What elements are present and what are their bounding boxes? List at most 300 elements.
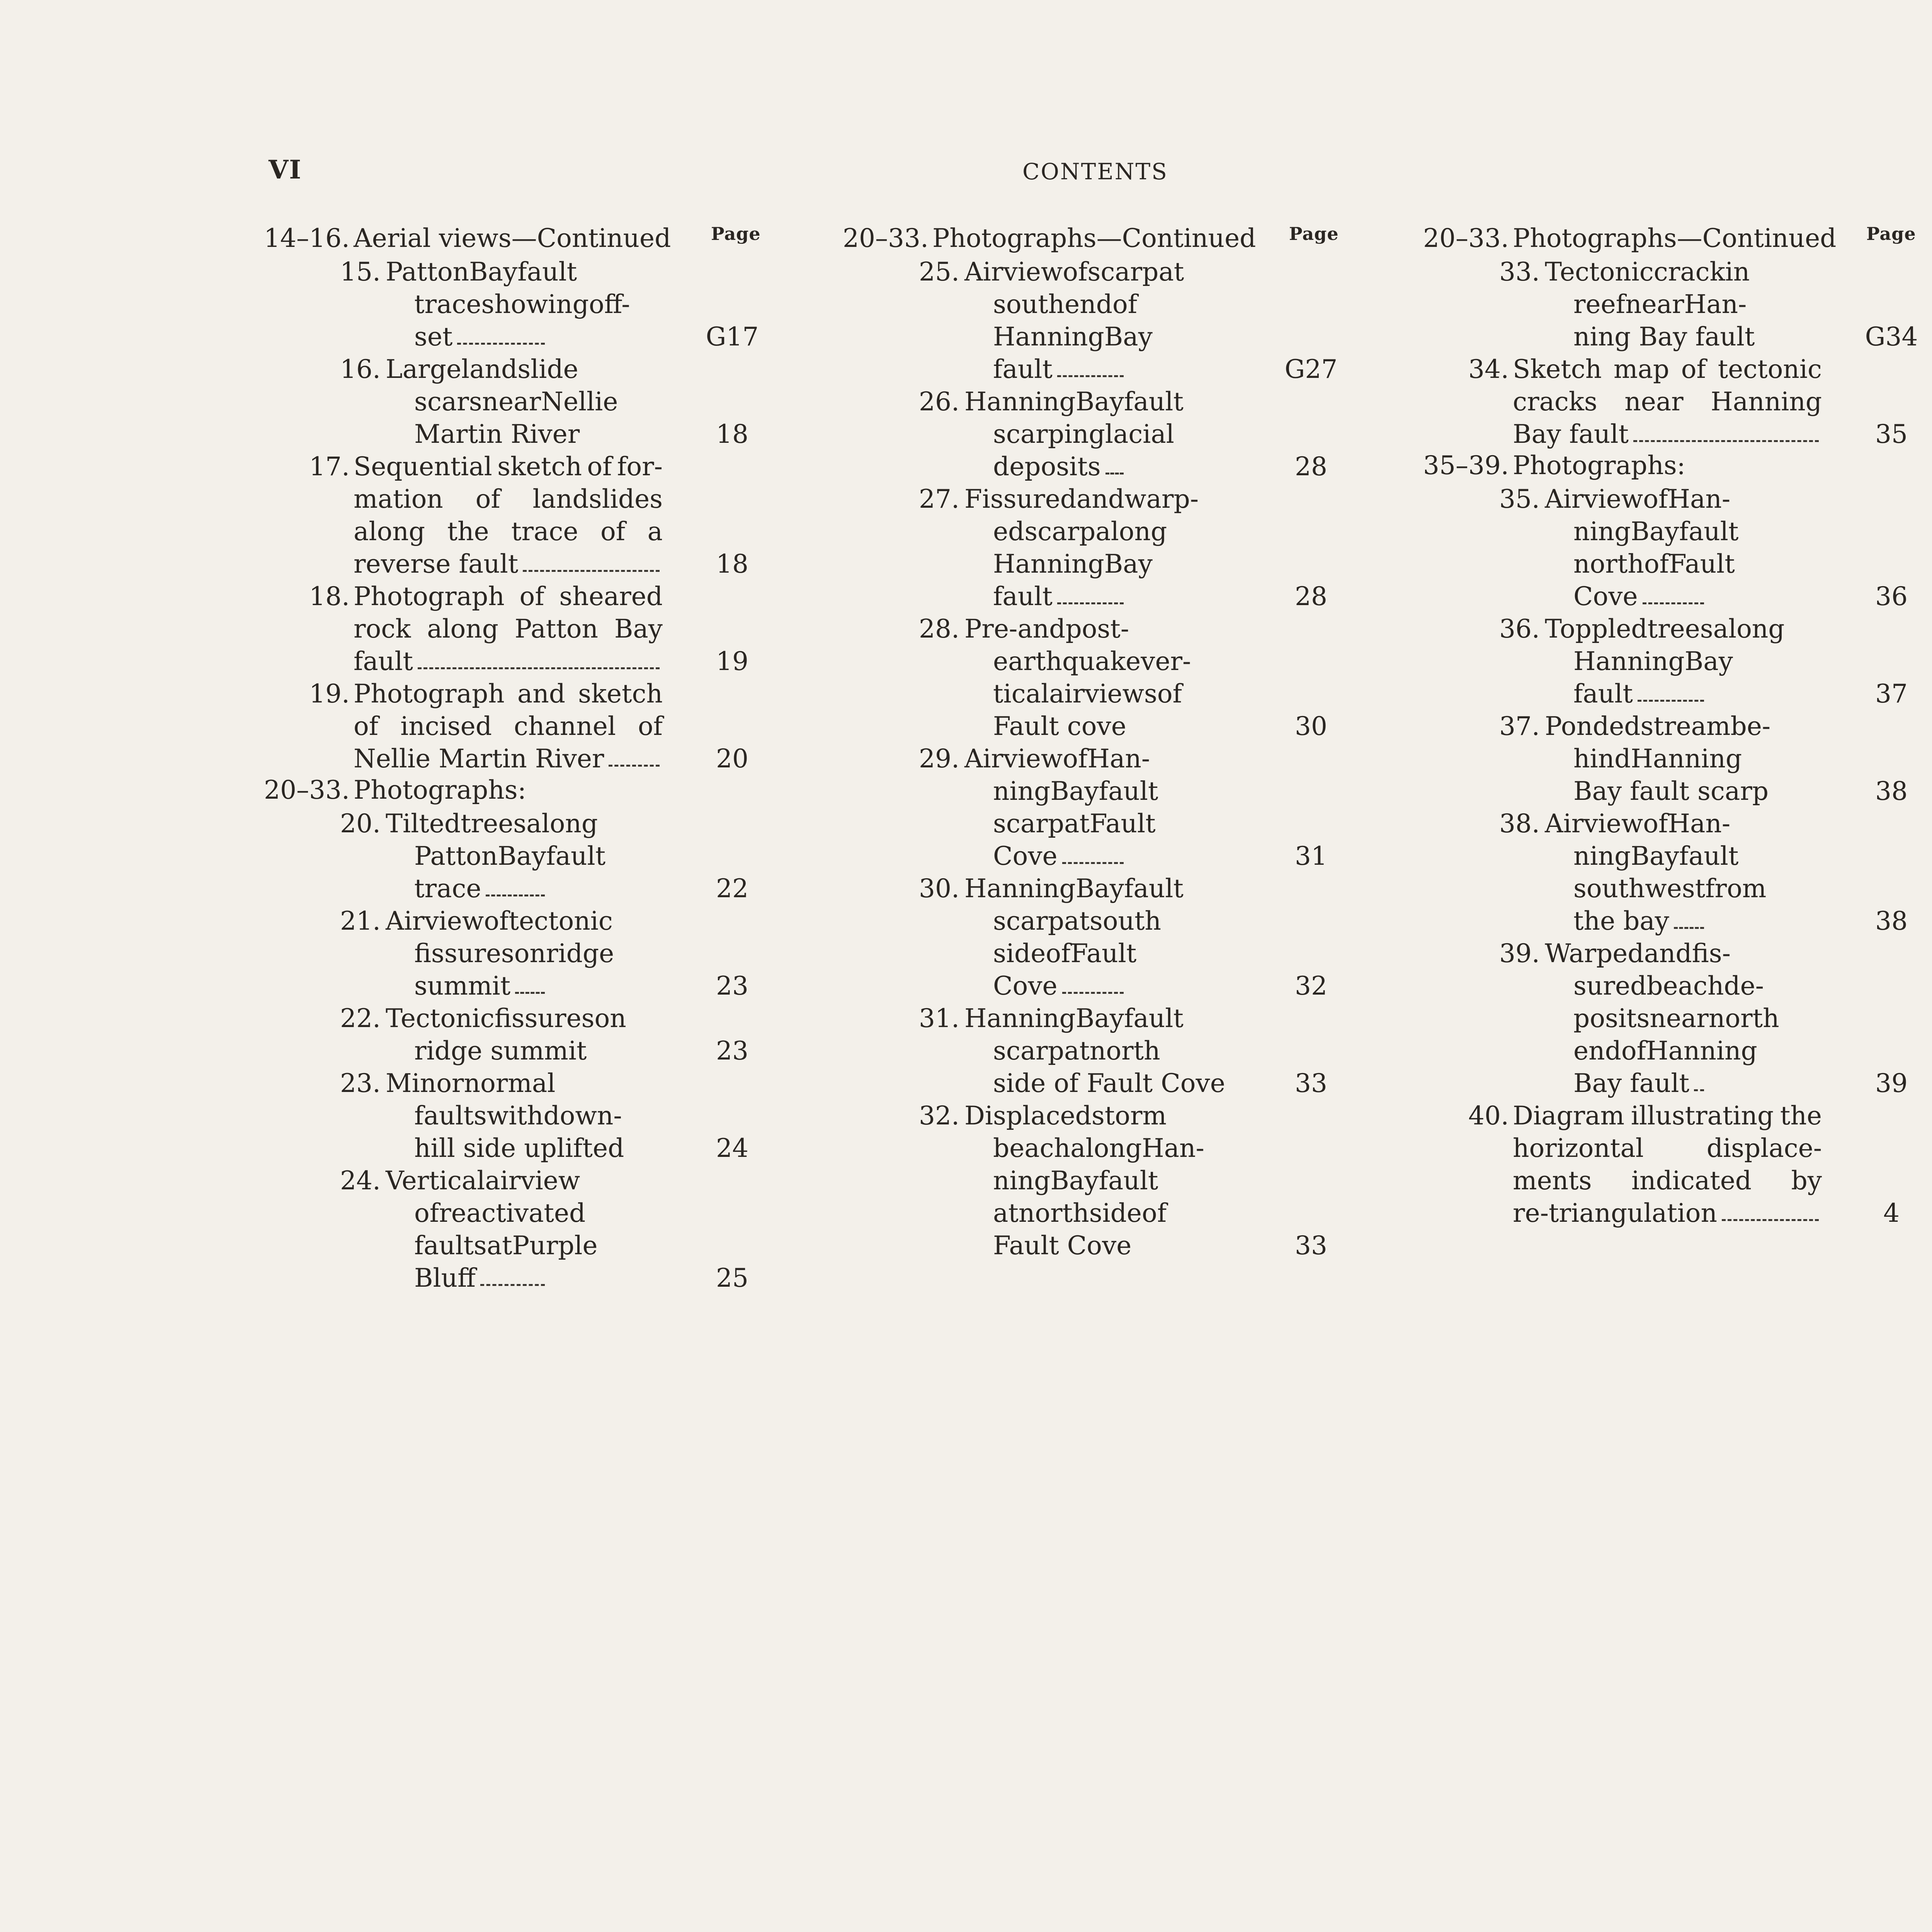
entry-text: ridge summit (414, 1036, 587, 1066)
entry-line (993, 418, 1174, 451)
toc-entry (255, 1002, 804, 1067)
entry-line (993, 288, 1138, 321)
word: Tectonic (386, 1003, 495, 1033)
figure-number: 40. (1468, 1101, 1509, 1131)
word: ver- (1141, 646, 1191, 676)
entry-line (414, 1035, 587, 1067)
word: fault (1124, 387, 1184, 417)
word: trace (414, 289, 481, 319)
word: Tectonic (1545, 257, 1654, 287)
word: Air (964, 744, 1003, 774)
word: a (647, 517, 663, 546)
entry-text: ning Bay fault (1573, 322, 1755, 352)
entry-line (1513, 1197, 1822, 1230)
toc-entry (834, 1100, 1383, 1262)
page-ref: G17 (706, 322, 759, 352)
page-column-label: Page (1289, 223, 1339, 244)
word: view (424, 906, 484, 936)
figure-number: 18. (309, 582, 350, 611)
entry-line (964, 1002, 1184, 1035)
word: tectonic (509, 906, 613, 936)
word: Hanning (964, 1003, 1076, 1033)
toc-entry (1414, 353, 1932, 451)
entry-text: hill side uplifted (414, 1133, 624, 1163)
word: along (354, 517, 425, 546)
dot-leader (1638, 700, 1704, 702)
word: Fissured (964, 484, 1077, 514)
toc-entry (834, 743, 1383, 872)
word: glacial (1088, 419, 1174, 449)
figure-number: 22. (340, 1003, 381, 1033)
word: near (1624, 387, 1684, 417)
word: Hanning (1573, 646, 1685, 676)
word: of (1157, 679, 1182, 709)
word: at (1064, 809, 1090, 838)
word: showing (481, 289, 589, 319)
word: views (1085, 679, 1157, 709)
entry-line (993, 1165, 1158, 1197)
word: at (993, 1198, 1019, 1228)
entry-line (386, 905, 613, 937)
entry-text: Bay fault scarp (1573, 776, 1769, 806)
figure-number: 17. (309, 452, 350, 481)
figure-number: 29. (919, 744, 959, 774)
entry-line (354, 645, 663, 678)
word: north (1089, 1036, 1160, 1066)
page-ref: 37 (1875, 679, 1908, 709)
word: rock (354, 614, 411, 644)
word: with (486, 1101, 544, 1131)
word: Patton (414, 841, 498, 871)
figure-number: 28. (919, 614, 959, 644)
word: mation (354, 484, 443, 514)
entry-line (993, 775, 1158, 808)
toc-section-heading (1414, 223, 1932, 256)
entry-text: summit (414, 971, 511, 1001)
word: Photograph (354, 679, 505, 709)
entry-line (993, 905, 1162, 937)
word: tectonic (1718, 354, 1822, 384)
word: illustrating (1631, 1101, 1774, 1131)
entry-line (1573, 580, 1707, 613)
word: Bay (1631, 841, 1679, 871)
figure-number: 39. (1499, 939, 1540, 968)
word: of (1681, 354, 1706, 384)
entry-text: side of Fault Cove (993, 1068, 1225, 1098)
word: of (1643, 484, 1668, 514)
word: horizontal (1513, 1133, 1644, 1163)
word: map (1613, 354, 1670, 384)
word: view (520, 1166, 580, 1196)
figure-number: 24. (340, 1166, 381, 1196)
word: Tilted (386, 809, 461, 838)
figure-number: 16. (340, 354, 381, 384)
word: beach (993, 1133, 1071, 1163)
word: faults (414, 1101, 487, 1131)
word: hind (1573, 744, 1631, 774)
toc-entry (1414, 613, 1932, 710)
figure-number: 38. (1499, 809, 1540, 838)
word: and (517, 679, 565, 709)
running-head: CONTENTS (1022, 158, 1168, 185)
dot-leader (609, 765, 660, 767)
entry-line (414, 1132, 624, 1165)
word: off- (588, 289, 630, 319)
figure-number: 27. (919, 484, 959, 514)
word: Han- (1668, 809, 1731, 838)
entry-line (386, 353, 578, 386)
word: landslides (532, 484, 663, 514)
word: scarp (993, 1036, 1064, 1066)
entry-line (1573, 872, 1767, 905)
word: posits (1573, 1003, 1650, 1033)
word: along (427, 614, 499, 644)
word: scarp (993, 419, 1064, 449)
toc-entry (834, 613, 1383, 743)
word: the (447, 517, 489, 546)
word: Photograph (354, 582, 505, 611)
entry-line (993, 353, 1127, 386)
word: at (486, 1231, 512, 1260)
entry-text: Cove (1573, 582, 1638, 611)
dot-leader (1694, 1089, 1704, 1091)
figure-range: 20–33. (843, 223, 929, 253)
entry-line (414, 872, 548, 905)
word: Sequential (354, 452, 492, 481)
word: of (1112, 289, 1138, 319)
toc-entry (834, 386, 1383, 483)
figure-number: 32. (919, 1101, 959, 1131)
word: by (1791, 1166, 1822, 1196)
word: ridge (546, 939, 614, 968)
word: along (1070, 1133, 1142, 1163)
dot-leader (1057, 602, 1124, 604)
entry-line (1513, 386, 1822, 418)
word: ments (1513, 1166, 1592, 1196)
figure-number: 25. (919, 257, 959, 287)
section-title: Photographs—Continued (1513, 223, 1837, 253)
toc-entry (255, 905, 804, 1002)
word: de- (1724, 971, 1764, 1001)
word: Purple (512, 1231, 598, 1260)
word: at (1158, 257, 1184, 287)
word: of (484, 906, 509, 936)
entry-text: Bluff (414, 1263, 476, 1293)
entry-line (1573, 1067, 1707, 1100)
word: of (1644, 549, 1669, 579)
dot-leader (480, 1284, 545, 1286)
entry-line (414, 386, 618, 418)
page-ref: 31 (1295, 841, 1327, 871)
word: Patton (386, 257, 469, 287)
toc-entry (255, 580, 804, 678)
word: Air (1545, 484, 1584, 514)
word: fault (1099, 776, 1158, 806)
word: crack (1653, 257, 1725, 287)
page-ref: 20 (716, 744, 748, 774)
entry-text: Cove (993, 971, 1058, 1001)
word: Patton (514, 614, 598, 644)
word: ning (993, 1166, 1051, 1196)
entry-line (993, 580, 1127, 613)
entry-line (964, 256, 1184, 288)
entry-line (1513, 1165, 1822, 1197)
page-ref: 28 (1295, 582, 1327, 611)
word: Bay (1104, 322, 1153, 352)
word: Large (386, 354, 462, 384)
word: faults (414, 1231, 487, 1260)
toc-entry (255, 1165, 804, 1294)
word: fis- (1692, 939, 1731, 968)
entry-line (993, 937, 1137, 970)
word: Han- (1668, 484, 1731, 514)
word: north (1018, 1198, 1089, 1228)
entry-line (1545, 937, 1731, 970)
word: Fault (1089, 809, 1156, 838)
word: ning (1573, 517, 1631, 546)
entry-line (993, 710, 1127, 743)
word: air (1049, 679, 1085, 709)
entry-line (993, 678, 1182, 710)
page-ref: 35 (1875, 419, 1908, 449)
word: trace (511, 517, 578, 546)
word: Bay (1075, 1003, 1124, 1033)
word: warp- (1124, 484, 1199, 514)
toc-entry (1414, 1100, 1932, 1230)
word: scarp (1024, 517, 1096, 546)
word: ning (993, 776, 1051, 806)
word: normal (464, 1068, 556, 1098)
entry-line (993, 451, 1127, 483)
word: Bay (1104, 549, 1153, 579)
word: of (1046, 939, 1071, 968)
word: Air (964, 257, 1003, 287)
word: Air (386, 906, 425, 936)
entry-line (414, 288, 630, 321)
word: fault (517, 257, 577, 287)
word: Hanning (964, 387, 1076, 417)
page-ref: 33 (1295, 1068, 1327, 1098)
page-ref: 39 (1875, 1068, 1908, 1098)
toc-entry (255, 678, 804, 775)
entry-text: the bay (1573, 906, 1669, 936)
page-ref: 4 (1883, 1198, 1900, 1228)
word: Bay (469, 257, 518, 287)
word: Hanning (1711, 387, 1822, 417)
word: of (1063, 744, 1088, 774)
word: of (1621, 1036, 1646, 1066)
entry-line (993, 1230, 1132, 1262)
dot-leader (1062, 992, 1124, 994)
dot-leader (1062, 862, 1124, 864)
word: near (1625, 289, 1684, 319)
word: Ponded (1545, 711, 1641, 741)
entry-line (993, 840, 1127, 872)
section-title: Aerial views—Continued (354, 223, 671, 253)
word: reactivated (439, 1198, 586, 1228)
page-ref: 36 (1875, 582, 1908, 611)
word: along (1713, 614, 1785, 644)
toc-entry (1414, 256, 1932, 353)
entry-line (1573, 743, 1742, 775)
word: cracks (1513, 387, 1597, 417)
word: in (1725, 257, 1750, 287)
entry-text: Martin River (414, 419, 580, 449)
entry-line (993, 970, 1127, 1002)
page-ref: 22 (716, 874, 748, 903)
word: north (1708, 1003, 1779, 1033)
word: fissures (414, 939, 514, 968)
entry-line (1545, 710, 1771, 743)
entry-line (964, 1100, 1167, 1132)
toc-section-heading (255, 223, 804, 256)
entry-line (414, 1230, 598, 1262)
entry-line (1573, 1035, 1757, 1067)
word: of (414, 1198, 439, 1228)
word: down- (543, 1101, 622, 1131)
entry-line (354, 451, 663, 483)
word: of (1142, 1198, 1167, 1228)
word: Bay (1631, 517, 1679, 546)
word: incised (400, 711, 492, 741)
entry-line (414, 1197, 586, 1230)
toc-entry (1414, 710, 1932, 808)
word: Nellie (541, 387, 618, 417)
word: along (1095, 517, 1167, 546)
entry-text: Fault Cove (993, 1231, 1132, 1260)
figure-number: 37. (1499, 711, 1540, 741)
entry-text: deposits (993, 452, 1101, 481)
dot-leader (1643, 602, 1704, 604)
word: sured (1573, 971, 1647, 1001)
entry-line (1573, 288, 1747, 321)
toc-entry (1414, 483, 1932, 613)
word: trees (461, 809, 527, 838)
word: Hanning (993, 549, 1104, 579)
word: of (600, 517, 626, 546)
toc-entry (255, 353, 804, 451)
word: Hanning (964, 874, 1076, 903)
dot-leader (457, 343, 545, 345)
entry-line (414, 840, 606, 872)
word: Han- (1684, 289, 1747, 319)
page-ref: 25 (716, 1263, 748, 1293)
entry-line (386, 1002, 626, 1035)
page-ref: 23 (716, 971, 748, 1001)
page-ref: 18 (716, 549, 748, 579)
entry-line (1573, 1002, 1779, 1035)
entry-line (1573, 678, 1707, 710)
word: scarp (1087, 257, 1159, 287)
word: of (1063, 257, 1088, 287)
entry-line (414, 1100, 622, 1132)
word: Bay (498, 841, 546, 871)
word: and (1077, 484, 1125, 514)
word: landslide (461, 354, 578, 384)
word: reef (1573, 289, 1626, 319)
toc-entry (255, 256, 804, 353)
word: fault (1099, 1166, 1158, 1196)
entry-line (1573, 775, 1769, 808)
entry-line (354, 678, 663, 710)
word: Air (1545, 809, 1584, 838)
dot-leader (418, 667, 660, 669)
dot-leader (1674, 927, 1704, 929)
word: end (1573, 1036, 1621, 1066)
dot-leader (515, 992, 545, 994)
entry-line (993, 1132, 1204, 1165)
word: of (475, 484, 500, 514)
word: ed (993, 517, 1025, 546)
word: view (1583, 809, 1643, 838)
word: of (587, 452, 612, 481)
page-ref: 28 (1295, 452, 1327, 481)
word: the (1780, 1101, 1822, 1131)
word: on (514, 939, 546, 968)
word: of (638, 711, 663, 741)
word: south (993, 289, 1065, 319)
word: Bay (1075, 387, 1124, 417)
entry-text: Fault cove (993, 711, 1126, 741)
page-ref: 38 (1875, 776, 1908, 806)
entry-text: Nellie Martin River (354, 744, 604, 774)
word: for- (617, 452, 663, 481)
entry-text: set (414, 322, 453, 352)
figure-number: 30. (919, 874, 959, 903)
entry-line (993, 1067, 1225, 1100)
toc-section-heading (834, 223, 1383, 256)
word: Bay (614, 614, 663, 644)
entry-text: fault (1573, 679, 1633, 709)
figure-number: 35. (1499, 484, 1540, 514)
page-ref: 32 (1295, 971, 1327, 1001)
page-column-label: Page (1866, 223, 1916, 244)
entry-line (1573, 548, 1735, 580)
entry-line (354, 483, 663, 515)
entry-text: fault (993, 582, 1053, 611)
entry-line (964, 872, 1184, 905)
entry-line (354, 548, 663, 580)
word: Fault (1070, 939, 1137, 968)
word: post- (1065, 614, 1129, 644)
dot-leader (1057, 375, 1124, 377)
entry-line (414, 418, 580, 451)
entry-line (1513, 418, 1822, 451)
word: Hanning (993, 322, 1104, 352)
entry-line (964, 483, 1199, 515)
entry-line (1513, 1100, 1822, 1132)
word: sketch (578, 679, 663, 709)
entry-line (414, 970, 548, 1002)
entry-line (1545, 613, 1785, 645)
figure-range: 20–33. (264, 775, 350, 805)
word: sheared (559, 582, 663, 611)
entry-line (354, 710, 663, 743)
entry-text: fault (354, 646, 413, 676)
dot-leader (523, 570, 660, 572)
entry-line (354, 613, 663, 645)
section-title: Photographs—Continued (932, 223, 1256, 253)
entry-line (386, 256, 577, 288)
word: on (594, 1003, 626, 1033)
figure-number: 23. (340, 1068, 381, 1098)
figure-number: 36. (1499, 614, 1540, 644)
word: end (1065, 289, 1112, 319)
dot-leader (1722, 1219, 1819, 1221)
entry-line (993, 808, 1156, 840)
word: displace- (1706, 1133, 1822, 1163)
entry-line (1573, 970, 1764, 1002)
